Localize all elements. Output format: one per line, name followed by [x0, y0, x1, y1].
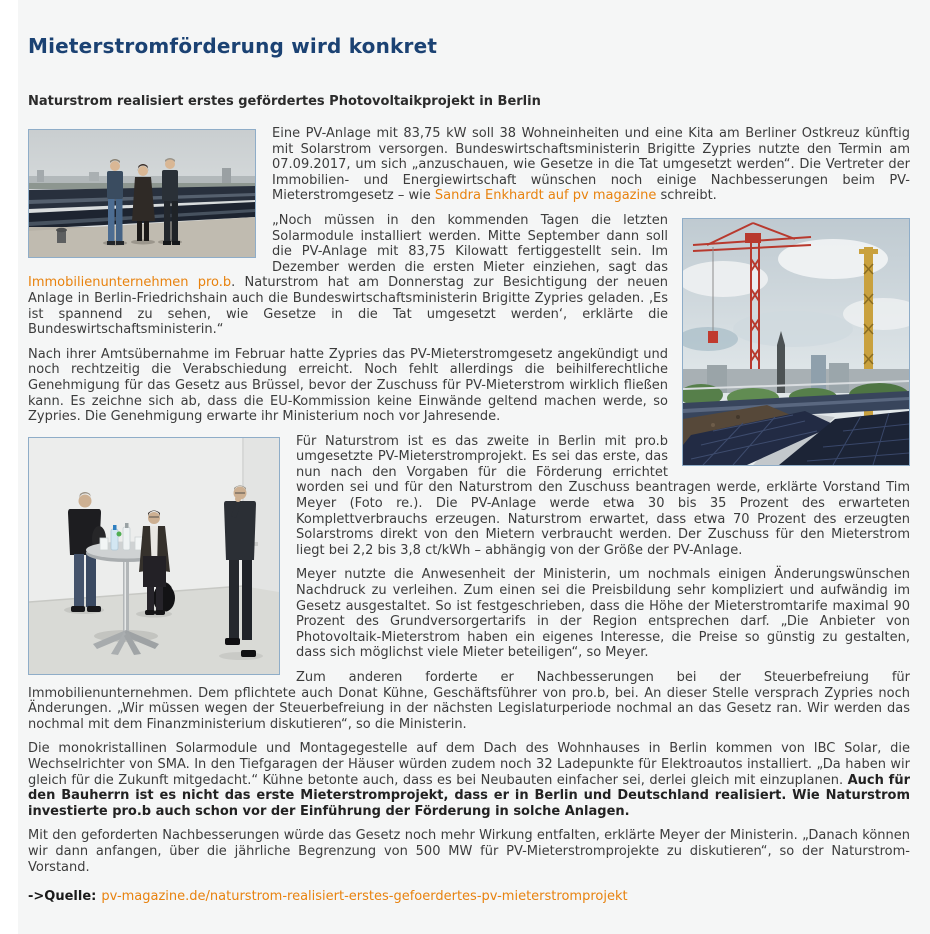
page-subtitle: Naturstrom realisiert erstes gefördertes Photovoltaikprojekt in Berlin	[28, 94, 541, 109]
photo-rooftop-group	[28, 129, 256, 258]
paragraph-pricing: Meyer nutzte die Anwesenheit der Ministerin, um nochmals einigen Änderungswünschen Nachdruck zu verleihen. Zum einen sei die Preisbildung sehr kompliziert und aufwändig im Gesetz ausgestaltet. So ist festgeschrieben, dass die Höhe der Mieterstromtarife maximal 90 Prozent des Grundversorgertarifs in der Region entsprechen darf. „Die Anbieter von Photovoltaik-Mieterstrom haben ein eigenes Interesse, die Preise so günstig zu gestalten, dass sich möglichst viele Mieter beteiligen“, so Meyer.	[296, 567, 910, 661]
paragraph-approval: Nach ihrer Amtsübernahme im Februar hatte Zypries das PV-Mieterstromgesetz angekündigt und noch rechtzeitig die Verabschiedung erreicht. Noch fehlt allerdings die beihilferechtliche Genehmigung für das Gesetz aus Brüssel, bevor der Zuschuss für PV-Mieterstrom wirklich fließen kann. Es zeichne sich ab, dass die EU-Kommission keine Einwände geltend machen werde, so Zypries. Die Genehmigung erwarte ihr Ministerium noch vor Jahresende.	[28, 346, 668, 425]
article-page	[18, 0, 930, 934]
construction-site-illustration	[683, 219, 909, 465]
paragraph-components-bold: Auch für den Bauherrn ist es nicht das erste Mieterstromprojekt, dass er in Berlin und Deutschland realisiert. Wie Naturstrom investierte pro.b auch schon vor der Einführung der Förderung in solche Anlagen.	[28, 772, 911, 819]
paragraph-intro-text-end: schreibt.	[656, 188, 717, 204]
paragraph-tax-exemption: Zum anderen forderte er Nachbesserungen bei der Steuerbefreiung für Immobilienunternehmen. Dem pflichtete auch Donat Kühne, Geschäftsführer von pro.b, bei. An dieser Stelle versprach Zypries noch Änderungen. „Wir müssen wegen der Steuerbefreiung in der nächsten Legislaturperiode nochmal an das Gesetz ran. Wir werden das nochmal mit dem Finanzministerium diskutieren“, so die Ministerin.	[28, 670, 910, 732]
paragraph-components-text: Die monokristallinen Solarmodule und Montagegestelle auf dem Dach des Wohnhauses in Berlin kommen von IBC Solar, die Wechselrichter von SMA. In den Tiefgaragen der Häuser würden zudem noch 32 Ladepunkte für Elektroautos installiert. „Da haben wir gleich für die Zukunft mitgedacht.“ Kühne betonte auch, dass es bei Neubauten einfacher sei, derlei gleich mit einzuplanen.	[28, 741, 910, 788]
source-link[interactable]: pv-magazine.de/naturstrom-realisiert-erstes-gefoerdertes-pv-mieterstromprojekt	[101, 889, 628, 905]
paragraph-quote-text-end: . Naturstrom hat am Donnerstag zur Besichtigung der neuen Anlage in Berlin-Friedrichshain auch die Bundeswirtschaftsministerin Brigitte Zypries geladen. ‚Es ist spannend zu sehen, wie Gesetze in die Tat umgesetzt werden‘, erklärte die Bundeswirtschaftsministerin.“	[28, 275, 669, 338]
page-title: Mieterstromförderung wird konkret	[28, 34, 438, 58]
paragraph-project-details: Für Naturstrom ist es das zweite in Berlin mit pro.b umgesetzte PV-Mieterstromprojekt. Es sei das erste, das nun nach den Vorgaben für die Förderung errichtet worden sei und für den Naturstrom den Zuschuss beantragen werde, erklärte Vorstand Tim Meyer (Foto re.). Die PV-Anlage werde etwa 30 bis 35 Prozent des erwarteten Komplettverbrauchs erzeugen. Naturstrom erwartet, dass etwa 70 Prozent des erzeugten Solarstroms direkt von den Mietern verbraucht werden. Der Zuschuss für den Mieterstrom liegt bei 2,2 bis 3,8 ct/kWh – abhängig von der Größe der PV-Anlage.	[296, 433, 910, 558]
rooftop-group-illustration	[29, 130, 255, 257]
link-immobilienunternehmen-prob[interactable]: Immobilienunternehmen pro.b	[28, 275, 232, 291]
source-line	[28, 889, 910, 905]
article-body	[28, 126, 910, 905]
paragraph-components	[28, 741, 910, 819]
paragraph-intro-text: Eine PV-Anlage mit 83,75 kW soll 38 Wohneinheiten und eine Kita am Berliner Ostkreuz künftig mit Solarstrom versorgen. Bundeswirtschaftsministerin Brigitte Zypries nutzte den Termin am 07.09.2017, um sich „anzuschauen, wie Gesetze in die Tat umgesetzt werden“. Die Vertreter der Immobilien- und Energiewirtschaft wünschen noch einige Nachbesserungen beim PV-Mieterstromgesetz – wie	[272, 126, 910, 204]
indoor-meeting-illustration	[29, 438, 279, 674]
photo-construction-site	[682, 218, 910, 466]
link-sandra-enkhardt-pv-magazine[interactable]: Sandra Enkhardt auf pv magazine	[434, 188, 657, 204]
source-label: ->Quelle:	[28, 889, 97, 905]
photo-indoor-meeting	[28, 437, 280, 675]
paragraph-quote-text: „Noch müssen in den kommenden Tagen die letzten Solarmodule installiert werden. Mitte September dann soll die PV-Anlage mit 83,75 Kilowatt fertiggestellt sein. Im Dezember werden die ersten Mieter einziehen, sagt das	[272, 212, 668, 275]
paragraph-outlook: Mit den geforderten Nachbesserungen würde das Gesetz noch mehr Wirkung entfalten, erklärte Meyer der Ministerin. „Danach können wir dann anfangen, über die jährliche Begrenzung von 500 MW für PV-Mieterstromprojekte zu diskutieren“, so der Naturstrom-Vorstand.	[28, 828, 910, 875]
